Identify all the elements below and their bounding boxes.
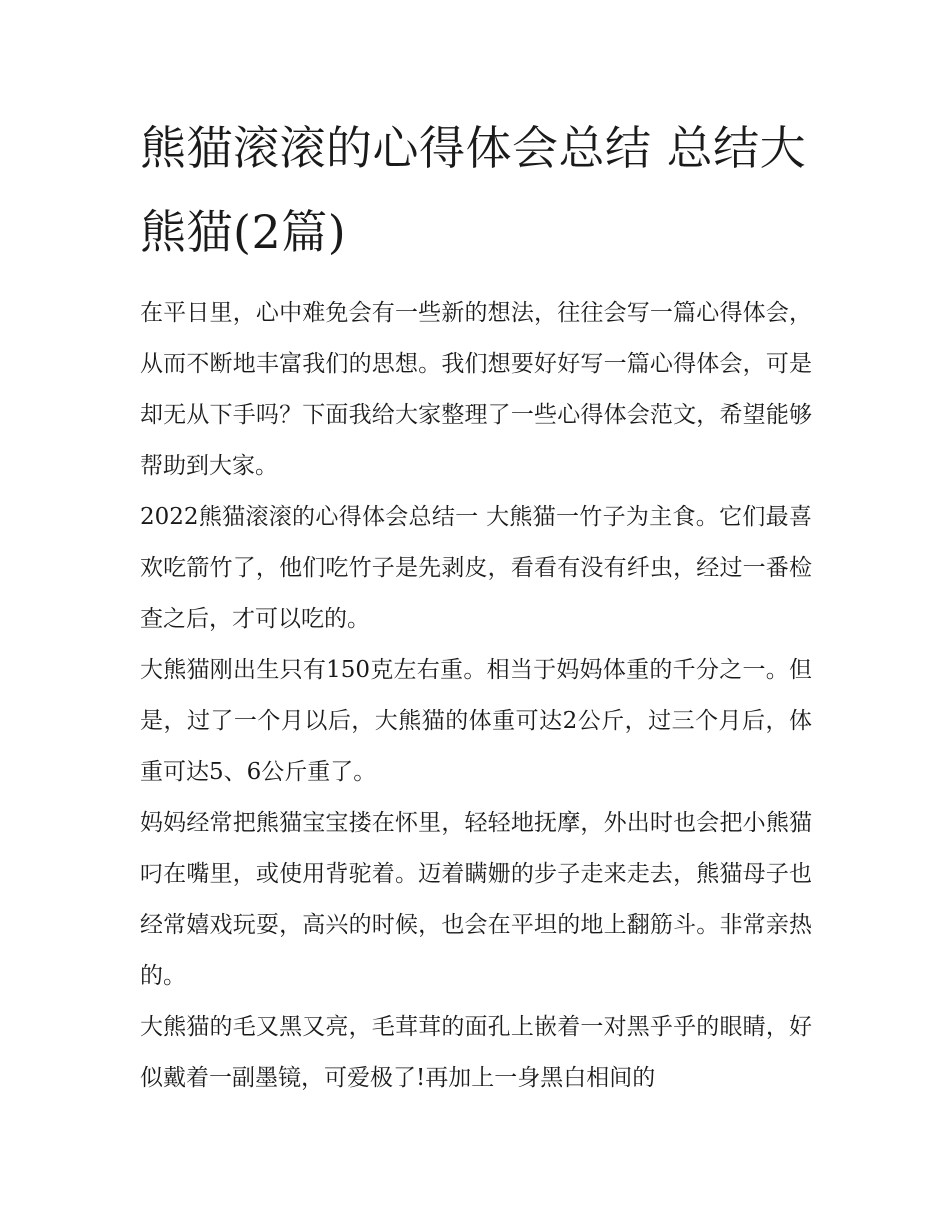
paragraph-bamboo-diet: 2022熊猫滚滚的心得体会总结一 大熊猫一竹子为主食。它们最喜欢吃箭竹了，他们吃竹子是先剥皮，看看有没有纤虫，经过一番检查之后，才可以吃的。 <box>140 504 812 632</box>
paragraph-birth-weight: 大熊猫刚出生只有150克左右重。相当于妈妈体重的千分之一。但是，过了一个月以后，大熊猫的体重可达2公斤，过三个月后，体重可达5、6公斤重了。 <box>140 657 812 785</box>
document-title: 熊猫滚滚的心得体会总结 总结大熊猫(2篇) <box>140 121 807 259</box>
paragraph-intro: 在平日里，心中难免会有一些新的想法，往往会写一篇心得体会，从而不断地丰富我们的思想。我们想要好好写一篇心得体会，可是却无从下手吗？下面我给大家整理了一些心得体会范文，希望能够帮助到大家。 <box>140 300 812 479</box>
document-body <box>140 106 812 1104</box>
paragraph-mother-care: 妈妈经常把熊猫宝宝搂在怀里，轻轻地抚摩，外出时也会把小熊猫叼在嘴里，或使用背驼着。迈着瞒姗的步子走来走去，熊猫母子也经常嬉戏玩耍，高兴的时候，也会在平坦的地上翻筋斗。非常亲热的。 <box>140 810 812 989</box>
paragraph-appearance: 大熊猫的毛又黑又亮，毛茸茸的面孔上嵌着一对黑乎乎的眼睛，好似戴着一副墨镜，可爱极了!再加上一身黑白相间的 <box>140 1014 812 1091</box>
